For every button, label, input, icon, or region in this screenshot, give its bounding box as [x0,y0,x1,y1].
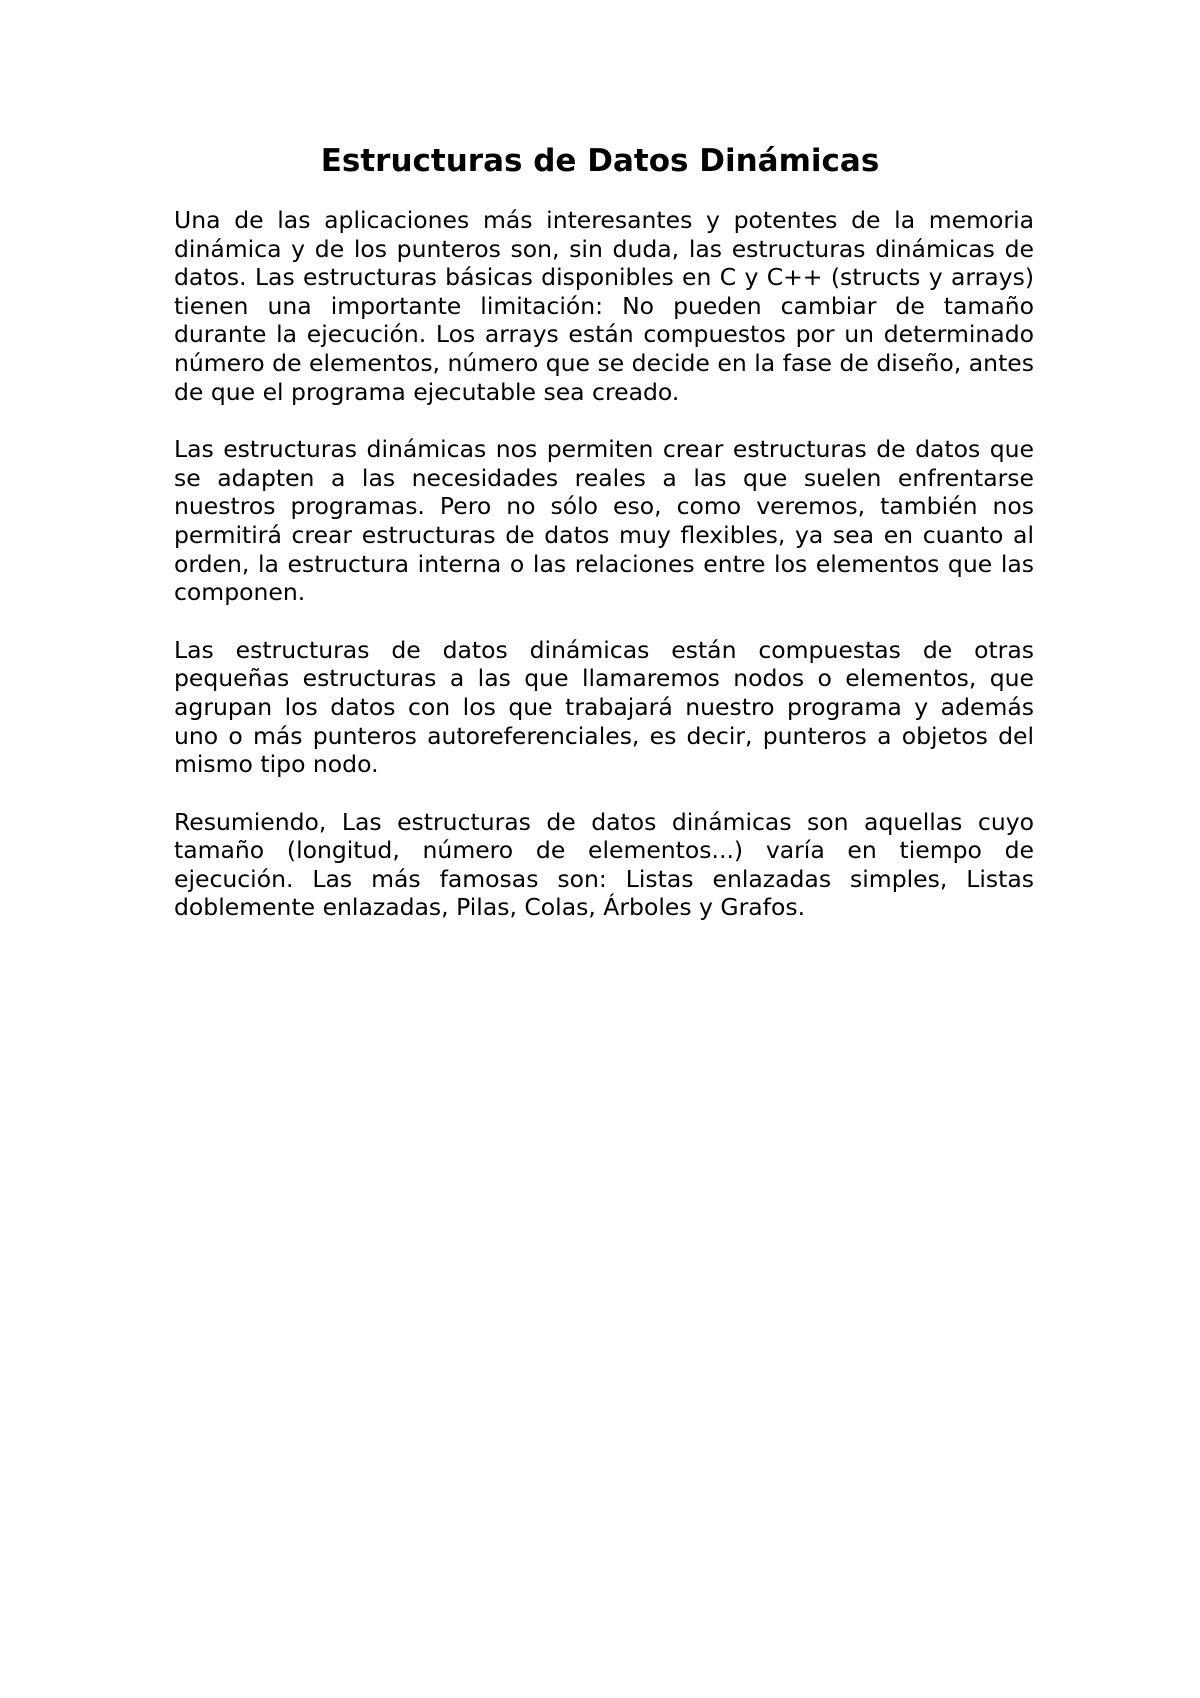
paragraph-3: Las estructuras de datos dinámicas están compuestas de otras pequeñas estructuras a las que llamaremos nodos o elementos, que agrupan los datos con los que trabajará nuestro programa y además uno o más punteros autoreferenciales, es decir, punteros a objetos del mismo tipo nodo. [174,635,1034,779]
paragraph-1: Una de las aplicaciones más interesantes y potentes de la memoria dinámica y de los punteros son, sin duda, las estructuras dinámicas de datos. Las estructuras básicas disponibles en C y C++ (structs y arrays) tienen una importante limitación: No pueden cambiar de tamaño durante la ejecución. Los arrays están compuestos por un determinado número de elementos, número que se decide en la fase de diseño, antes de que el programa ejecutable sea creado. [174,206,1034,406]
document-body [174,206,1034,951]
document-title: Estructuras de Datos Dinámicas [320,143,880,179]
paragraph-2: Las estructuras dinámicas nos permiten crear estructuras de datos que se adapten a las necesidades reales a las que suelen enfrentarse nuestros programas. Pero no sólo eso, como veremos, también nos permitirá crear estructuras de datos muy flexibles, ya sea en cuanto al orden, la estructura interna o las relaciones entre los elementos que las componen. [174,435,1034,607]
paragraph-4: Resumiendo, Las estructuras de datos dinámicas son aquellas cuyo tamaño (longitud, número de elementos...) varía en tiempo de ejecución. Las más famosas son: Listas enlazadas simples, Listas doblemente enlazadas, Pilas, Colas, Árboles y Grafos. [174,807,1034,922]
